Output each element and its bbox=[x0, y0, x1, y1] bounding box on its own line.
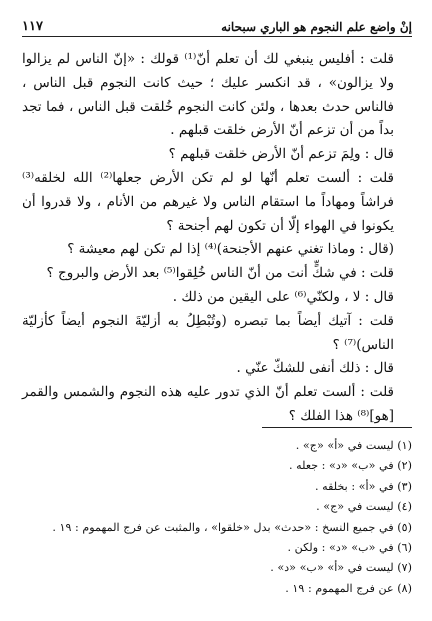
paragraph: (قال : وماذا تغني عنهم الأجنحة)⁽⁴⁾ إذا لم تكن لهم معيشة ؟ bbox=[67, 241, 394, 258]
footnote: (٨) عن فرج المهموم : ١٩ . bbox=[285, 581, 412, 595]
paragraph: قال : ذلك أنفى للشكّ عنّي . bbox=[236, 360, 394, 377]
paragraph: قلت : آتيك أيضاً بما تبصره (وتُبْطِلُ به أزليّةَ النجوم أيضاً كأزليّة الناس)⁽⁷⁾ ؟ bbox=[22, 312, 394, 353]
footnote: (٣) في «أ» : بخلقه . bbox=[314, 479, 412, 493]
main-text bbox=[22, 48, 412, 429]
paragraph: قلت : أفليس ينبغي لك أن تعلم أنّ⁽¹⁾ قولك : «إنّ الناس لم يزالوا ولا يزالون» ، قد انكسر عليك ؛ حيث كانت النجوم قبل الناس ، فالناس حدث بعدها ، ولئن كانت النجوم خُلقت قبل الناس ، فما تجد بداً من أن تزعم أنّ الأرض خلقت قبلهم . bbox=[22, 51, 394, 139]
footnote: (٦) في «ب» «د» : ولكن . bbox=[287, 541, 412, 555]
footnote: (٢) في «ب» «د» : جعله . bbox=[289, 459, 412, 473]
paragraph: قلت : في شكٍّ أنت من أنّ الناس خُلِقوا⁽⁵⁾ بعد الأرض والبروج ؟ bbox=[46, 265, 394, 282]
footnote: (٤) ليست في «ج» . bbox=[316, 500, 412, 514]
footnote: (٧) ليست في «أ» «ب» «د» . bbox=[270, 561, 412, 575]
page-number: ١١٧ bbox=[22, 19, 43, 34]
footnote-separator bbox=[262, 427, 412, 428]
paragraph: قال : لا ، ولكنّي⁽⁶⁾ على اليقين من ذلك . bbox=[172, 288, 394, 305]
footnote: (٥) في جميع النسخ : «حدث» بدل «خلقوا» ، والمثبت عن فرج المهموم : ١٩ . bbox=[52, 520, 412, 534]
footnotes bbox=[22, 436, 412, 599]
running-header bbox=[22, 12, 412, 37]
footnote: (١) ليست في «أ» «ج» . bbox=[295, 439, 412, 452]
paragraph: قلت : ألست تعلم أنّ الذي تدور عليه هذه النجوم والشمس والقمر [هو]⁽⁸⁾ هذا الفلك ؟ bbox=[22, 384, 394, 424]
header-title: إنْ واضع علم النجوم هو الباري سبحانه bbox=[221, 20, 412, 34]
paragraph: قلت : ألست تعلم أنّها لو لم تكن الأرض جعلها⁽²⁾ الله لخلقه⁽³⁾ فراشاً ومهاداً ما استقام الناس ولا غيرهم من الأنام ، ولا قدروا أن يكونوا في الهواء إلّا أن تكون لهم أجنحة ؟ bbox=[22, 169, 394, 234]
paragraph: قال : ولِمَ تزعم أنّ الأرض خلقت قبلهم ؟ bbox=[168, 146, 394, 163]
